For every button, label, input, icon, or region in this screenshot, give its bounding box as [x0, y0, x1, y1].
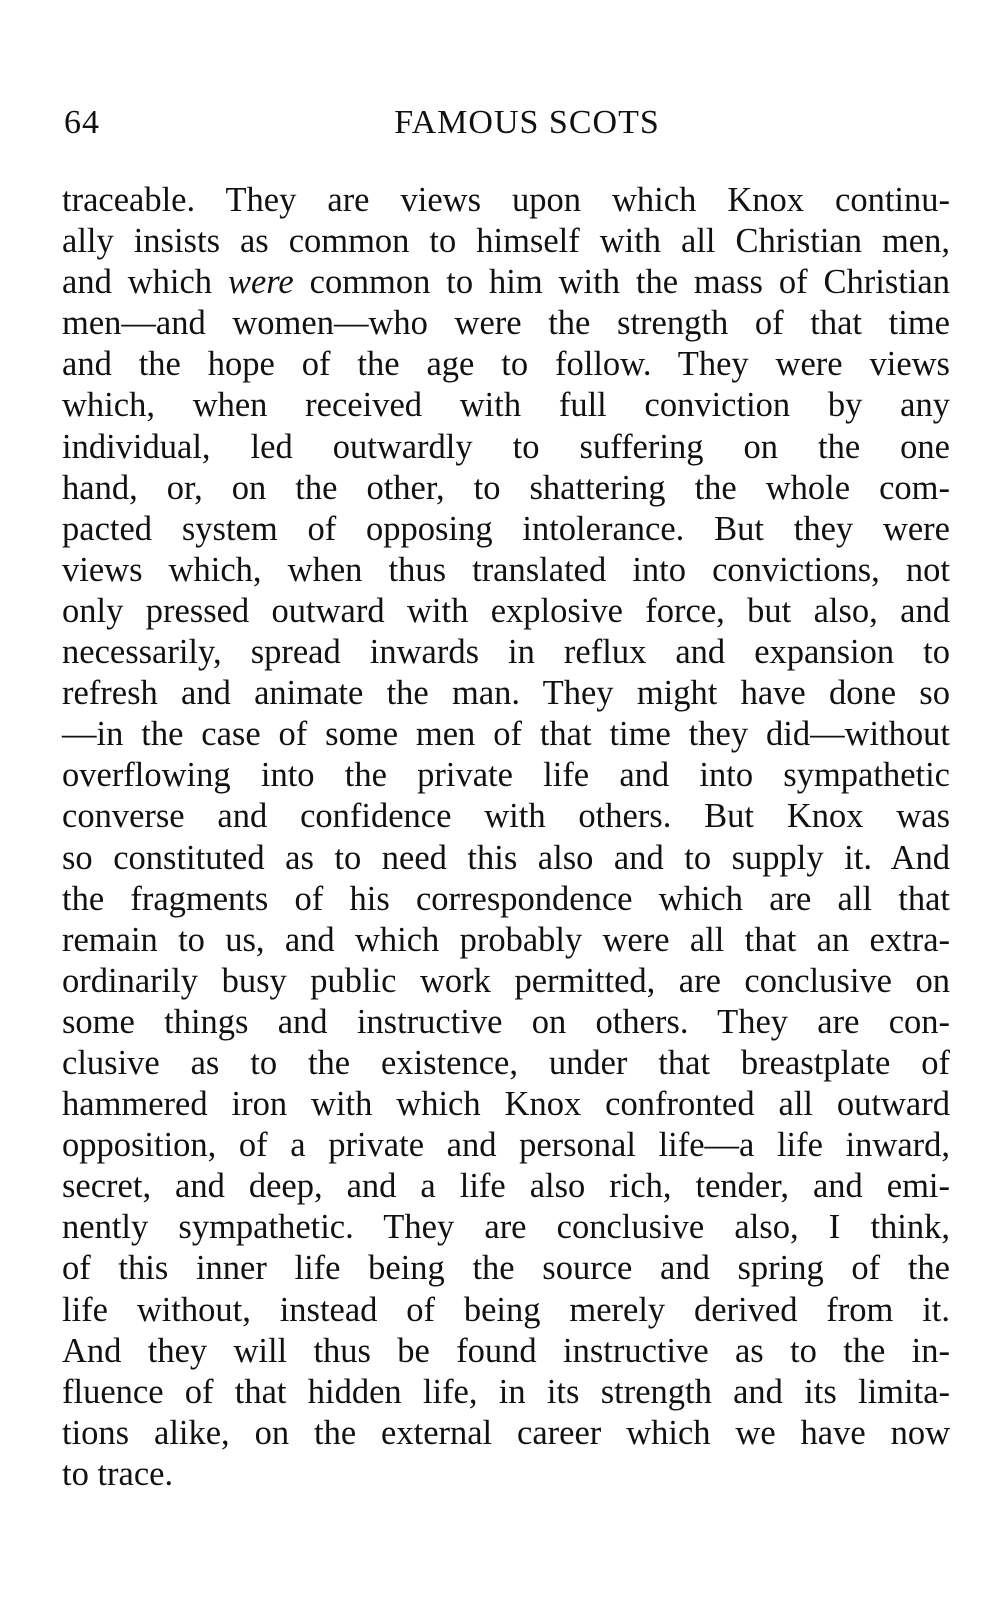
text-line: hand, or, on the other, to shattering the whole com-	[62, 468, 950, 507]
body-text	[62, 180, 950, 1495]
text-line: fluence of that hidden life, in its strength and its limita-	[62, 1372, 950, 1411]
text-line: of this inner life being the source and spring of the	[62, 1249, 950, 1288]
text-line: —in the case of some men of that time they did—without	[62, 715, 950, 754]
text-line: individual, led outwardly to suffering on the one	[62, 427, 950, 466]
text-line: traceable. They are views upon which Knox continu-	[62, 181, 950, 219]
text-line: only pressed outward with explosive force, but also, and	[62, 591, 950, 630]
italic-word: were	[227, 263, 294, 302]
text-line: clusive as to the existence, under that breastplate of	[62, 1043, 950, 1082]
text-line: opposition, of a private and personal life—a life inward,	[62, 1126, 950, 1165]
text-line: so constituted as to need this also and to supply it. And	[62, 838, 950, 877]
text-line	[62, 262, 950, 303]
text-line: men—and women—who were the strength of that time	[62, 304, 950, 343]
text-line: some things and instructive on others. They are con-	[62, 1002, 950, 1041]
text-line: views which, when thus translated into convictions, not	[62, 550, 950, 589]
text-line: necessarily, spread inwards in reflux and expansion to	[62, 633, 950, 672]
text-fragment: and which	[62, 263, 228, 302]
text-line: and the hope of the age to follow. They were views	[62, 345, 950, 384]
running-title: FAMOUS SCOTS	[394, 104, 660, 141]
text-line: tions alike, on the external career which we have now	[62, 1413, 950, 1452]
text-line: life without, instead of being merely derived from it.	[62, 1290, 950, 1329]
text-line: And they will thus be found instructive as to the in-	[62, 1331, 950, 1370]
text-line: ordinarily busy public work permitted, are conclusive on	[62, 961, 950, 1000]
text-line: which, when received with full conviction by any	[62, 386, 950, 425]
text-fragment: common to him with the mass of Christian	[293, 263, 950, 302]
text-line: secret, and deep, and a life also rich, tender, and emi-	[62, 1167, 950, 1206]
text-line: the fragments of his correspondence which are all that	[62, 879, 950, 918]
text-line: pacted system of opposing intolerance. But they were	[62, 509, 950, 548]
text-line: refresh and animate the man. They might have done so	[62, 674, 950, 713]
text-line: ally insists as common to himself with all Christian men,	[62, 222, 950, 261]
text-line: nently sympathetic. They are conclusive also, I think,	[62, 1208, 950, 1247]
text-line: hammered iron with which Knox confronted all outward	[62, 1085, 950, 1124]
text-line: remain to us, and which probably were all that an extra-	[62, 920, 950, 959]
text-line: to trace.	[62, 1454, 174, 1493]
text-line: overflowing into the private life and into sympathetic	[62, 756, 950, 795]
page-number: 64	[64, 104, 100, 141]
running-head	[64, 98, 950, 148]
text-line: converse and confidence with others. But Knox was	[62, 797, 950, 836]
